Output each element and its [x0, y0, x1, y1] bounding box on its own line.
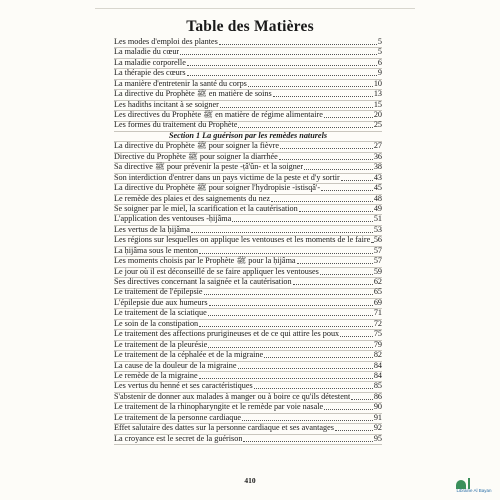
toc-entry-title: Les hadiths incitant à se soigner	[114, 99, 219, 109]
toc-entry-title: La directive du Prophète ﷺ en matière de soins	[114, 89, 272, 99]
logo-text: Librairie Al Bayan	[456, 488, 492, 493]
dot-leader	[304, 168, 373, 170]
dot-leader	[242, 419, 373, 421]
dot-leader	[264, 356, 373, 358]
toc-entry-page: 56	[373, 235, 382, 245]
toc-entry-page: 86	[373, 391, 382, 401]
toc-entry-page: 85	[373, 381, 382, 391]
toc-entry-page: 62	[373, 277, 382, 287]
toc-entry-page: 27	[373, 141, 382, 151]
toc-entry-title: La maladie du cœur	[114, 47, 180, 57]
toc-entry-page: 91	[373, 412, 382, 422]
toc-entry-title: S'abstenir de donner aux malades à manger ou à boire ce qu'ils détestent	[114, 391, 351, 401]
toc-entry-page: 13	[373, 89, 382, 99]
toc-entry-page: 5	[377, 47, 382, 57]
dot-leader	[220, 106, 373, 108]
toc-entry-title: La maladie corporelle	[114, 57, 186, 67]
toc-entry-page: 92	[373, 423, 382, 433]
toc-entry-page: 15	[373, 99, 382, 109]
page-number: 410	[244, 476, 256, 485]
toc-entry-title: Les directives du Prophète ﷺ en matière de régime alimentaire	[114, 110, 323, 120]
dot-leader	[199, 252, 373, 254]
toc-entry-title: Le traitement de la sciatique	[114, 308, 207, 318]
toc-entry-page: 59	[373, 266, 382, 276]
dot-leader	[187, 74, 377, 76]
dot-leader	[180, 53, 377, 55]
toc-entry-page: 57	[373, 256, 382, 266]
toc-entry-page: 79	[373, 339, 382, 349]
dot-leader	[324, 116, 373, 118]
dot-leader	[243, 440, 372, 442]
toc-entry-page: 10	[373, 78, 382, 88]
toc-entry-title: L'application des ventouses -ḥijâma	[114, 214, 232, 224]
dot-leader	[324, 408, 373, 410]
toc-entry-page: 65	[373, 287, 382, 297]
toc-entry-page: 75	[373, 329, 382, 339]
toc-entry-page: 57	[373, 245, 382, 255]
section-heading-text: Section 1 La guérison par les remèdes naturels	[168, 130, 328, 140]
toc-entry-title: Les modes d'emploi des plantes	[114, 36, 218, 46]
toc-entry-title: Son interdiction d'entrer dans un pays victime de la peste et d'y sortir	[114, 172, 340, 182]
toc-entry-title: Les moments choisis par le Prophète ﷺ pour la ḥijâma	[114, 256, 296, 266]
toc-entry-page: 72	[373, 318, 382, 328]
toc-entry-page: 69	[373, 297, 382, 307]
dot-leader	[219, 43, 377, 45]
toc-entry-page: 20	[373, 110, 382, 120]
dot-leader	[297, 262, 373, 264]
dot-leader	[293, 283, 373, 285]
dot-leader	[208, 346, 373, 348]
toc-entry-title: Le traitement de la rhinopharyngite et le remède par voie nasale	[114, 402, 324, 412]
toc-entry-title: La manière d'entretenir la santé du corps	[114, 78, 247, 88]
dot-leader	[351, 398, 373, 400]
dot-leader	[248, 85, 373, 87]
dot-leader	[232, 220, 373, 222]
toc-entry-page: 6	[377, 57, 382, 67]
dot-leader	[199, 377, 373, 379]
toc-entry-title: La croyance est le secret de la guérison	[114, 433, 243, 443]
toc-entry-title: Le remède des plaies et des saignements du nez	[114, 193, 270, 203]
dot-leader	[341, 179, 373, 181]
toc-entry-title: Le soin de la constipation	[114, 318, 199, 328]
dot-leader	[191, 231, 373, 233]
toc-entry-title: Le jour où il est déconseillé de se faire appliquer les ventouses	[114, 266, 319, 276]
dot-leader	[208, 314, 373, 316]
dot-leader	[254, 387, 373, 389]
toc-entry-page: 84	[373, 370, 382, 380]
page-title: Table des Matières	[186, 18, 314, 35]
dot-leader	[340, 335, 373, 337]
toc-entry-title: La cause de la douleur de la migraine	[114, 360, 237, 370]
toc-entry-title: Le traitement de la céphalée et de la migraine	[114, 350, 264, 360]
toc-entry-title: Le traitement des affections prurigineuses et de ce qui attire les poux	[114, 329, 340, 339]
toc-entry-title: La directive du Prophète ﷺ pour soigner la fièvre	[114, 141, 279, 151]
dot-leader	[335, 429, 373, 431]
publisher-logo	[454, 478, 494, 496]
toc-entry-page: 90	[373, 402, 382, 412]
dot-leader	[280, 147, 373, 149]
dot-leader	[199, 325, 373, 327]
dot-leader	[371, 241, 373, 243]
toc-entry-title: L'épilepsie due aux humeurs	[114, 297, 208, 307]
toc-entry-page: 51	[373, 214, 382, 224]
toc-entry	[114, 435, 382, 445]
toc-entry-page: 84	[373, 360, 382, 370]
toc-entry-title: Les vertus du henné et ses caractéristiques	[114, 381, 253, 391]
toc-entry-page: 53	[373, 224, 382, 234]
toc-entry-page: 95	[373, 433, 382, 443]
toc-entry-page: 71	[373, 308, 382, 318]
dot-leader	[271, 200, 373, 202]
dot-leader	[299, 210, 373, 212]
table-of-contents	[114, 38, 382, 445]
toc-entry-title: Le traitement de la pleurésie	[114, 339, 208, 349]
dot-leader	[279, 158, 373, 160]
toc-entry-page: 38	[373, 162, 382, 172]
toc-entry-title: Les formes du traitement du Prophète	[114, 120, 238, 130]
toc-entry-page: 25	[373, 120, 382, 130]
toc-entry-page: 43	[373, 172, 382, 182]
toc-entry-title: Directive du Prophète ﷺ pour soigner la diarrhée	[114, 151, 278, 161]
toc-entry-title: Ses directives concernant la saignée et la cautérisation	[114, 277, 292, 287]
dot-leader	[238, 126, 372, 128]
toc-entry-title: Le traitement de l'épilepsie	[114, 287, 203, 297]
toc-entry-title: Se soigner par le miel, la scarification et la cautérisation	[114, 203, 298, 213]
toc-entry-title: Sa directive ﷺ pour prévenir la peste -ṭâ'ûn- et la soigner	[114, 162, 304, 172]
toc-entry-page: 9	[377, 68, 382, 78]
toc-entry-page: 36	[373, 151, 382, 161]
toc-entry-page: 48	[373, 193, 382, 203]
dot-leader	[273, 95, 373, 97]
toc-entry-title: La directive du Prophète ﷺ pour soigner l'hydropisie -istisqâ'-	[114, 183, 321, 193]
dot-leader	[204, 293, 373, 295]
toc-entry-page: 45	[373, 183, 382, 193]
dot-leader	[209, 304, 373, 306]
toc-entry-title: Effet salutaire des dattes sur la personne cardiaque et ses avantages	[114, 423, 334, 433]
dot-leader	[238, 367, 373, 369]
toc-entry-page: 5	[377, 36, 382, 46]
toc-entry-title: Les vertus de la ḥijâma	[114, 224, 190, 234]
toc-entry-title: La thérapie des cœurs	[114, 68, 186, 78]
dot-leader	[320, 273, 373, 275]
toc-entry-title: Le remède de la migraine	[114, 370, 198, 380]
toc-entry-page: 49	[373, 203, 382, 213]
toc-entry-title: Les régions sur lesquelles on applique les ventouses et les moments de le faire	[114, 235, 371, 245]
dot-leader	[187, 64, 377, 66]
toc-entry-page: 82	[373, 350, 382, 360]
toc-entry-title: La ḥijâma sous le menton	[114, 245, 199, 255]
page-edge	[95, 8, 415, 17]
dot-leader	[321, 189, 373, 191]
toc-entry-title: Le traitement de la personne cardiaque	[114, 412, 242, 422]
